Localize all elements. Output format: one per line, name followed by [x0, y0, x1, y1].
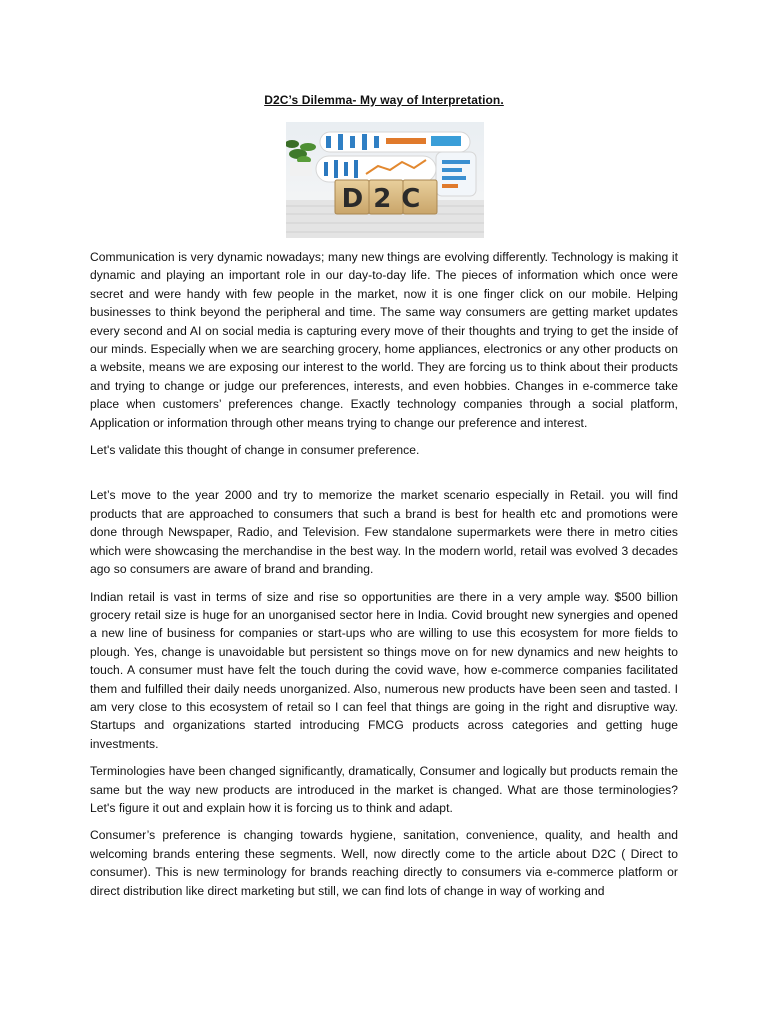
- article-body: [90, 248, 678, 900]
- paragraph: Let's validate this thought of change in consumer preference.: [90, 443, 420, 458]
- hero-image-d2c: [286, 122, 484, 238]
- paragraph: Indian retail is vast in terms of size and rise so opportunities are there in a very ample way. $500 billion grocery retail size is huge for an unorganised sector here in India. Covid brought new synergies and opened a new line of business for companies or start-ups who are willing to use this ecosystem for more fields to plough. Yes, change is unavoidable but persistent so things move on for new dynamics and new heights to touch. A consumer must have felt the touch during the covid wave, how e-commerce companies facilitated them and fulfilled their daily needs unorganized. Also, numerous new products have been seen and tasted. I am very close to this ecosystem of retail so I can feel that things are going in the right and disruptive way. Startups and organizations started introducing FMCG products across categories and getting huge investments.: [90, 589, 678, 751]
- paragraph: Consumer’s preference is changing towards hygiene, sanitation, convenience, quality, and health and welcoming brands entering these segments. Well, now directly come to the article about D2C ( Direct to consumer). This is new terminology for brands reaching directly to consumers via e-commerce platform or direct distribution like direct marketing but still, we can find lots of change in way of working and: [90, 828, 678, 898]
- paragraph: Terminologies have been changed significantly, dramatically, Consumer and logically but products remain the same but the way new products are introduced in the market is changed. What are those terminologies? Let's figure it out and explain how it is forcing us to think and adapt.: [90, 764, 678, 815]
- d2c-blocks: [335, 180, 437, 214]
- d2c-illustration: [286, 122, 484, 238]
- document-title: D2C’s Dilemma- My way of Interpretation.: [264, 93, 504, 107]
- paragraph: Let’s move to the year 2000 and try to memorize the market scenario especially in Retail. you will find products that are approached to consumers that such a brand is best for health etc and promotions were done through Newspaper, Radio, and Television. Few standalone supermarkets were there in metro cities which were showcasing the merchandise in the best way. In the modern world, retail was evolved 3 decades ago so consumers are aware of brand and branding.: [90, 488, 678, 577]
- d2c-block-letters: D2C: [341, 184, 431, 214]
- paragraph: Communication is very dynamic nowadays; many new things are evolving differently. Technology is making it dynamic and playing an important role in our day-to-day life. The pieces of information which once were secret and were handy with few people in the market, now it is one finger click on our mobile. Helping businesses to think beyond the peripheral and time. The same way consumers are getting market updates every second and AI on social media is capturing every move of their thoughts and trying to get the inside of our minds. Especially when we are searching grocery, home appliances, electronics or any other products on a website, means we are exposing our interest to the world. They are forcing us to think about their products and trying to change or judge our preferences, interests, and even hobbies. Changes in e-commerce take place when customers’ preferences change. Exactly technology companies through a social platform, Application or information through other means trying to change our preference and interest.: [90, 250, 678, 430]
